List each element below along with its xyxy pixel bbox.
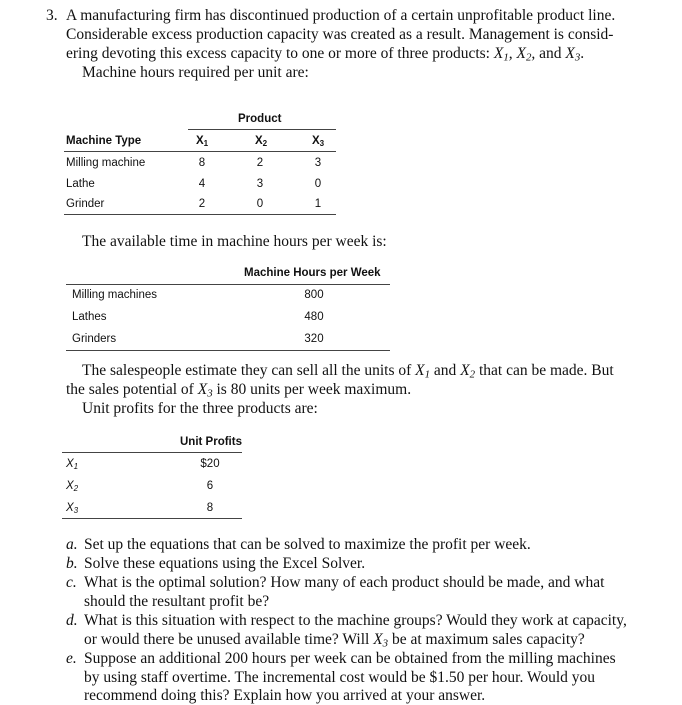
intro-line-1: A manufacturing firm has discontinued production of a certain unprofitable product line. — [66, 7, 616, 24]
table1-cell: 0 — [314, 178, 322, 190]
sales-x2: $X_2$ — [460, 362, 476, 381]
sales-x3: $X_3$ — [197, 381, 213, 400]
table1-header-x2: $X_2$ — [255, 135, 268, 148]
question-b-text: Solve these equations using the Excel Solver. — [84, 555, 366, 572]
table1-group-rule — [188, 129, 336, 130]
question-e-text-2: by using staff overtime. The incremental cost would be $1.50 per hour. Would you — [84, 669, 596, 686]
problem-number: 3. — [46, 7, 58, 24]
question-b-letter: b. — [66, 555, 78, 572]
question-e-text-1: Suppose an additional 200 hours per week can be obtained from the milling machines — [84, 650, 616, 667]
question-d-text-2b: be at maximum sales capacity? — [391, 631, 585, 648]
product-and-x3-inline: and $X_3$. — [539, 45, 585, 64]
table2-cell: 480 — [304, 311, 324, 323]
intro-line-2: Considerable excess production capacity was created as a result. Management is consid- — [66, 26, 614, 43]
table1-header-rule — [64, 151, 336, 152]
table3-header-rule — [62, 452, 242, 453]
table3-bottom-rule — [62, 518, 242, 519]
intro-line-4: Machine hours required per unit are: — [82, 64, 309, 81]
question-d-text-2a: or would there be unused available time? Will — [84, 631, 370, 648]
sales-x1: $X_1$ — [415, 362, 431, 381]
table2-header-rule — [66, 284, 390, 285]
table1-cell: 4 — [198, 178, 206, 190]
question-e-letter: e. — [66, 650, 77, 667]
sales-line-1: The salespeople estimate they can sell all the units of $X_1$ and $X_2$ that can be made. But — [82, 362, 614, 381]
table2-row-label: Lathes — [72, 311, 107, 323]
sales-line-1a: The salespeople estimate they can sell all the units of — [82, 362, 412, 379]
table2-bottom-rule — [66, 350, 390, 351]
table2-row-label: Grinders — [72, 333, 117, 345]
table2-header: Machine Hours per Week — [244, 267, 381, 279]
question-d-x3: $X_3$ — [373, 631, 389, 650]
table1-cell: 3 — [314, 157, 322, 169]
sales-line-2b: is 80 units per week maximum. — [216, 381, 412, 398]
question-d-text-1: What is this situation with respect to the machine groups? Would they work at capacity, — [84, 612, 627, 629]
sales-line-2a: the sales potential of — [66, 381, 194, 398]
sales-line-2 — [66, 380, 411, 399]
table1-header-machine-type: Machine Type — [66, 135, 142, 147]
table1-cell: 0 — [256, 198, 264, 210]
table1-row-label: Milling machine — [66, 157, 146, 169]
table2-cell: 320 — [304, 333, 324, 345]
table1-header-x1: $X_1$ — [196, 135, 209, 148]
table2-row-label: Milling machines — [72, 289, 158, 301]
table1-cell: 1 — [314, 198, 322, 210]
table1-cell: 2 — [198, 198, 206, 210]
table1-cell: 2 — [256, 157, 264, 169]
question-c-text-2: should the resultant profit be? — [84, 593, 270, 610]
available-time-text: The available time in machine hours per week is: — [82, 233, 387, 250]
sales-line-1b: that can be made. But — [478, 362, 614, 379]
table3-cell: 6 — [206, 480, 214, 492]
question-c-letter: c. — [66, 574, 77, 591]
table1-group-header: Product — [238, 113, 282, 125]
table3-cell: 8 — [206, 502, 214, 514]
table3-row-label: $X_1$ — [66, 458, 79, 471]
question-d-text-2 — [84, 630, 585, 649]
sales-line-3: Unit profits for the three products are: — [82, 400, 318, 417]
product-x2-inline: $X_2$, — [516, 45, 536, 64]
product-x1-inline: $X_1$, — [493, 45, 513, 64]
table1-header-x3: $X_3$ — [312, 135, 325, 148]
table1-bottom-rule — [64, 214, 336, 215]
question-a-letter: a. — [66, 536, 78, 553]
table1-row-label: Grinder — [66, 198, 105, 210]
question-e-text-3: recommend doing this? Explain how you arrived at your answer. — [84, 687, 486, 704]
question-c-text-1: What is the optimal solution? How many of each product should be made, and what — [84, 574, 605, 591]
table3-row-label: $X_3$ — [66, 502, 79, 515]
table1-row-label: Lathe — [66, 178, 95, 190]
table1-cell: 8 — [198, 157, 206, 169]
table1-cell: 3 — [256, 178, 264, 190]
table2-cell: 800 — [304, 289, 324, 301]
table3-header: Unit Profits — [180, 436, 242, 448]
question-d-letter: d. — [66, 612, 78, 629]
table3-cell: $20 — [200, 458, 220, 470]
intro-line-3 — [66, 44, 584, 63]
intro-line-3-text: ering devoting this excess capacity to one or more of three products: — [66, 45, 490, 62]
question-a-text: Set up the equations that can be solved to maximize the profit per week. — [84, 536, 531, 553]
table3-row-label: $X_2$ — [66, 480, 79, 493]
